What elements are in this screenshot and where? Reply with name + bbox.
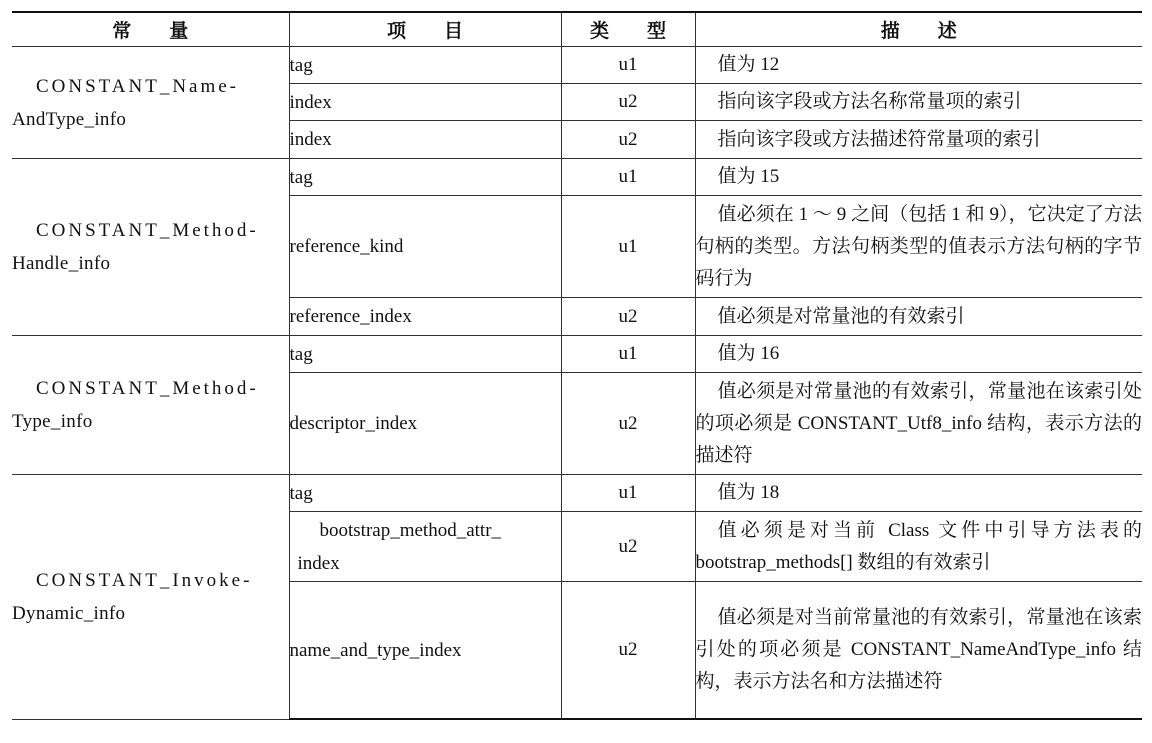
item-cell: index [289, 84, 561, 121]
constant-name-cell [12, 159, 289, 336]
item-cell: descriptor_index [289, 373, 561, 475]
type-cell: u2 [561, 512, 695, 582]
item-cell: index [289, 121, 561, 159]
constant-name-line2: Type_info [12, 411, 93, 432]
item-cell: reference_kind [289, 196, 561, 298]
description-cell: 值必须是对常量池的有效索引 [695, 298, 1142, 336]
table-row [12, 336, 1142, 373]
description-cell: 指向该字段或方法名称常量项的索引 [695, 84, 1142, 121]
type-cell: u2 [561, 84, 695, 121]
type-cell: u1 [561, 196, 695, 298]
type-cell: u2 [561, 582, 695, 720]
table-row [12, 47, 1142, 84]
type-cell: u1 [561, 336, 695, 373]
header-item: 项 目 [289, 12, 561, 47]
constant-name-cell [12, 475, 289, 720]
item-line2: index [297, 552, 340, 574]
type-cell: u1 [561, 475, 695, 512]
constant-name-line1: CONSTANT_Invoke- [36, 569, 253, 591]
type-cell: u2 [561, 298, 695, 336]
item-cell: name_and_type_index [289, 582, 561, 720]
description-cell: 值为 16 [695, 336, 1142, 373]
table-row [12, 475, 1142, 512]
header-row [12, 12, 1142, 47]
description-cell: 值必须是对当前常量池的有效索引，常量池在该索引处的项必须是 CONSTANT_NameAndType_info 结构，表示方法名和方法描述符 [695, 582, 1142, 720]
header-type: 类 型 [561, 12, 695, 47]
table-row [12, 159, 1142, 196]
item-line1: bootstrap_method_attr_ [319, 519, 502, 541]
type-cell: u1 [561, 47, 695, 84]
constant-name-line1: CONSTANT_Method- [36, 378, 259, 399]
description-cell: 值必须是对当前 Class 文件中引导方法表的 bootstrap_methods[] 数组的有效索引 [695, 512, 1142, 582]
header-description: 描 述 [695, 12, 1142, 47]
constant-name-line2: Handle_info [12, 253, 111, 274]
item-cell: tag [289, 159, 561, 196]
description-cell: 值必须是对常量池的有效索引，常量池在该索引处的项必须是 CONSTANT_Utf8_info 结构，表示方法的描述符 [695, 373, 1142, 475]
description-cell: 值必须在 1 ～ 9 之间（包括 1 和 9），它决定了方法句柄的类型。方法句柄类型的值表示方法句柄的字节码行为 [695, 196, 1142, 298]
description-cell: 值为 18 [695, 475, 1142, 512]
type-cell: u2 [561, 121, 695, 159]
constant-name-cell [12, 47, 289, 159]
description-cell: 指向该字段或方法描述符常量项的索引 [695, 121, 1142, 159]
constant-name-line1: CONSTANT_Method- [36, 220, 259, 241]
header-constant: 常 量 [12, 12, 289, 47]
constant-name-line1: CONSTANT_Name- [36, 75, 240, 97]
constant-name-cell [12, 336, 289, 475]
constant-pool-table [12, 11, 1142, 720]
description-cell: 值为 15 [695, 159, 1142, 196]
type-cell: u2 [561, 373, 695, 475]
item-cell: tag [289, 47, 561, 84]
description-cell: 值为 12 [695, 47, 1142, 84]
item-cell: reference_index [289, 298, 561, 336]
item-cell: tag [289, 475, 561, 512]
item-cell: tag [289, 336, 561, 373]
constant-name-line2: AndType_info [12, 108, 127, 130]
type-cell: u1 [561, 159, 695, 196]
constant-name-line2: Dynamic_info [12, 602, 126, 624]
item-cell [289, 512, 561, 582]
